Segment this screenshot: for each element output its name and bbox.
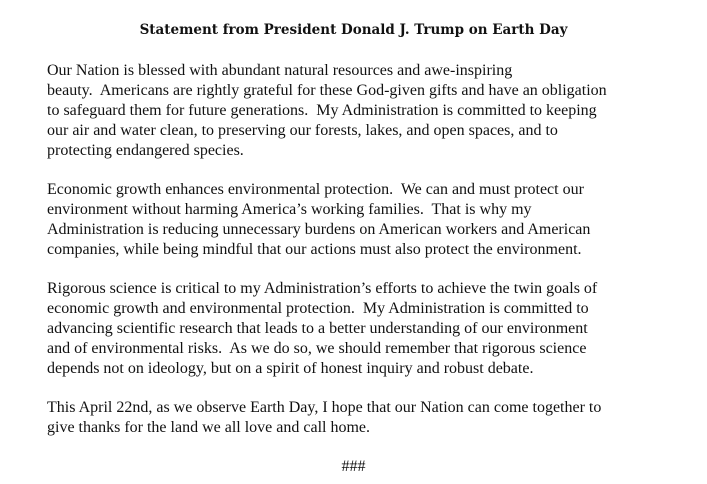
paragraph-1-line-4: our air and water clean, to preserving our forests, lakes, and open spaces, and to: [47, 122, 558, 139]
paragraph-1-line-5: protecting endangered species.: [47, 142, 244, 159]
paragraph-2-line-3: Administration is reducing unnecessary burdens on American workers and American: [47, 221, 591, 238]
paragraph-3-line-3: advancing scientific research that leads to a better understanding of our environment: [47, 320, 588, 337]
end-marker: ###: [341, 458, 366, 475]
paragraph-3-line-5: depends not on ideology, but on a spirit of honest inquiry and robust debate.: [47, 360, 534, 377]
paragraph-2-line-2: environment without harming America’s working families. That is why my: [47, 201, 532, 218]
paragraph-3-line-4: and of environmental risks. As we do so, we should remember that rigorous science: [47, 340, 587, 357]
paragraph-4-line-1: This April 22nd, as we observe Earth Day, I hope that our Nation can come together to: [47, 399, 602, 416]
paragraph-1-line-2: beauty. Americans are rightly grateful for these God-given gifts and have an obligation: [47, 82, 607, 99]
statement-title: Statement from President Donald J. Trump on Earth Day: [139, 22, 568, 38]
paragraph-2-line-1: Economic growth enhances environmental protection. We can and must protect our: [47, 181, 584, 198]
paragraph-1-line-1: Our Nation is blessed with abundant natural resources and awe-inspiring: [47, 62, 513, 79]
paragraph-4-line-2: give thanks for the land we all love and call home.: [47, 419, 371, 436]
paragraph-3-line-2: economic growth and environmental protection. My Administration is committed to: [47, 300, 589, 317]
paragraph-3-line-1: Rigorous science is critical to my Administration’s efforts to achieve the twin goals of: [47, 280, 598, 297]
paragraph-1-line-3: to safeguard them for future generations. My Administration is committed to keeping: [47, 102, 597, 119]
paragraph-2-line-4: companies, while being mindful that our actions must also protect the environment.: [47, 241, 582, 258]
